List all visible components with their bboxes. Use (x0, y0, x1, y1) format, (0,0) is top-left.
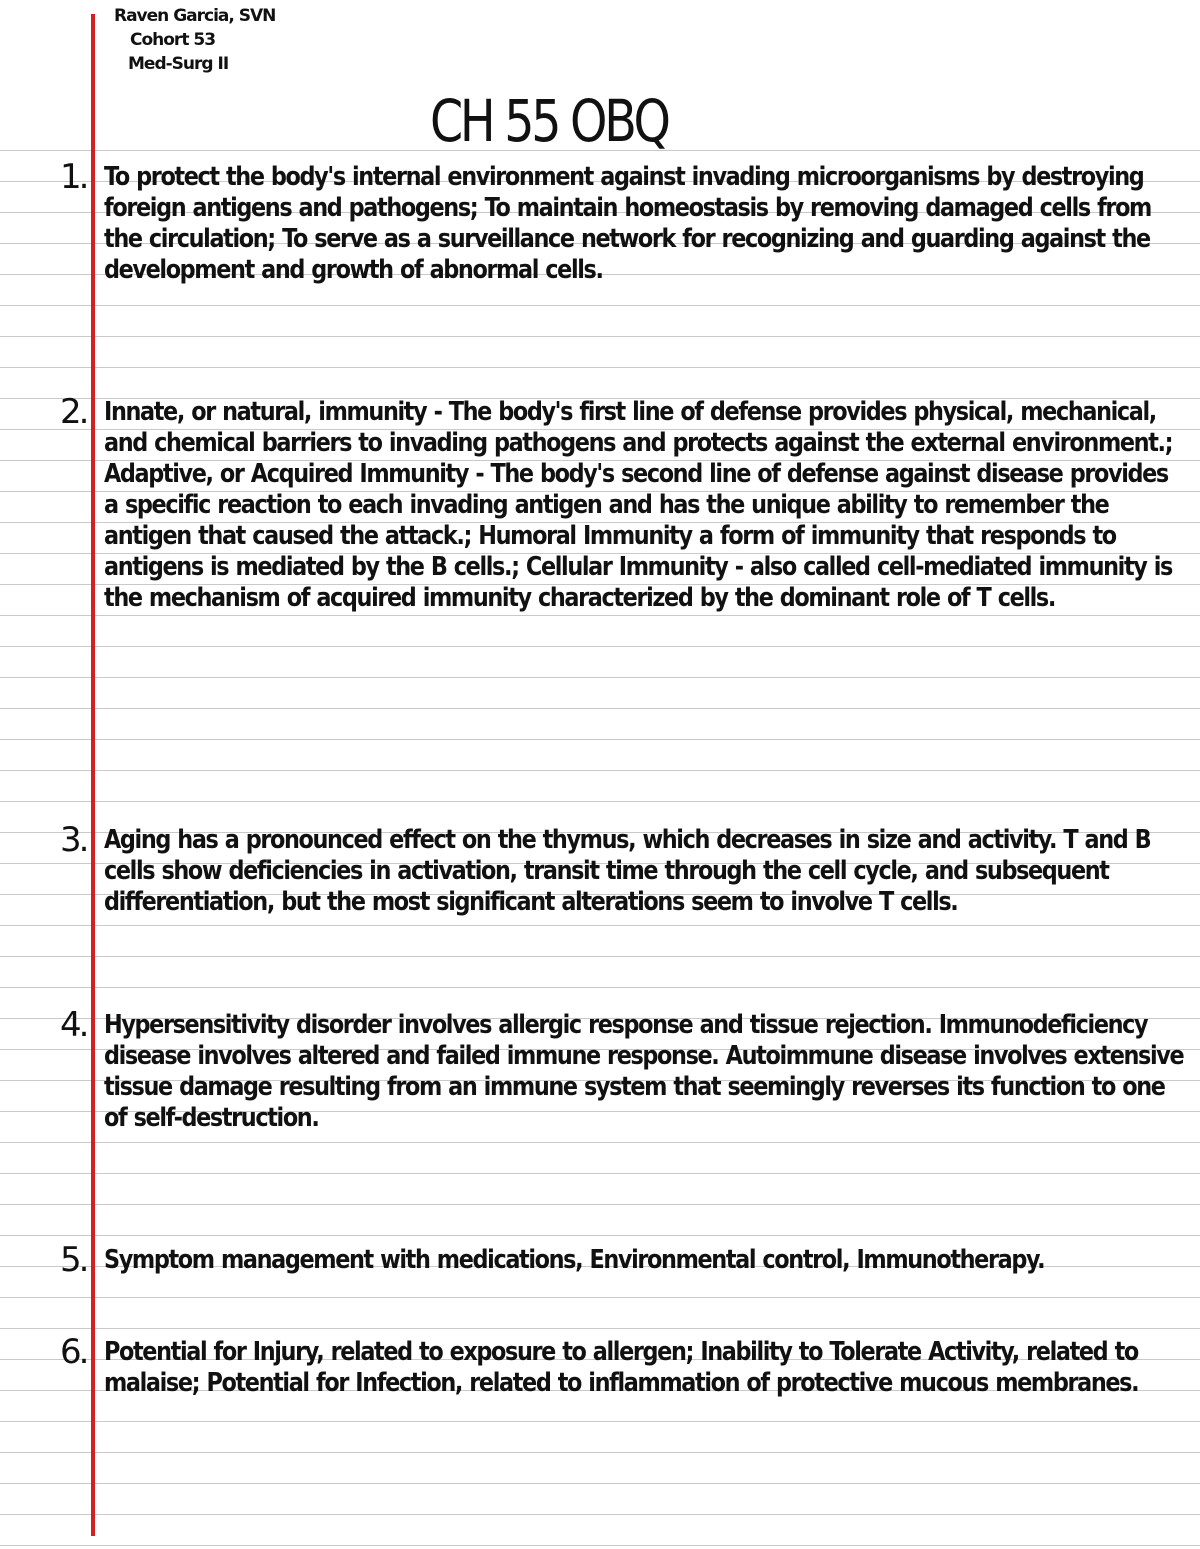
answer-number: 5. (60, 1240, 87, 1280)
answer-item-3 (60, 820, 1190, 918)
answer-number: 4. (60, 1005, 87, 1045)
answer-number: 6. (60, 1332, 87, 1372)
answer-item-5 (60, 1240, 1190, 1280)
answer-item-2 (60, 392, 1190, 614)
answer-number: 1. (60, 157, 87, 197)
cohort-label: Cohort 53 (130, 30, 216, 50)
answer-text: Potential for Injury, related to exposure to allergen; Inability to Tolerate Activity, related to malaise; Potential for Infection, related to inflammation of protective mucous membranes. (104, 1337, 1139, 1398)
course-label: Med-Surg II (128, 54, 229, 74)
answer-text: Symptom management with medications, Environmental control, Immunotherapy. (104, 1245, 1045, 1275)
answer-text: Innate, or natural, immunity - The body's first line of defense provides physical, mechanical, and chemical barriers to invading pathogens and protects against the external environment.; Adaptive, or Acquired Immunity - The body's second line of defense against disease provides a specific reaction to each invading antigen and has the unique ability to remember the antigen that caused the attack.; Humoral Immunity a form of immunity that responds to antigens is mediated by the B cells.; Cellular Immunity - also called cell-mediated immunity is the mechanism of acquired immunity characterized by the dominant role of T cells. (104, 397, 1173, 613)
page-title: CH 55 OBQ (430, 87, 668, 155)
answer-text: Hypersensitivity disorder involves allergic response and tissue rejection. Immunodeficiency disease involves altered and failed immune response. Autoimmune disease involves extensive tissue damage resulting from an immune system that seemingly reverses its function to one of self-destruction. (104, 1010, 1184, 1133)
answer-number: 2. (60, 392, 87, 432)
answer-number: 3. (60, 820, 87, 860)
answer-item-6 (60, 1332, 1190, 1399)
answer-text: To protect the body's internal environment against invading microorganisms by destroying foreign antigens and pathogens; To maintain homeostasis by removing damaged cells from the circulation; To serve as a surveillance network for recognizing and guarding against the development and growth of abnormal cells. (104, 162, 1151, 285)
student-name: Raven Garcia, SVN (114, 6, 276, 26)
student-header (114, 4, 275, 76)
answer-item-1 (60, 157, 1190, 286)
answer-text: Aging has a pronounced effect on the thymus, which decreases in size and activity. T and B cells show deficiencies in activation, transit time through the cell cycle, and subsequent differentiation, but the most significant alterations seem to involve T cells. (104, 825, 1151, 917)
answer-item-4 (60, 1005, 1190, 1134)
